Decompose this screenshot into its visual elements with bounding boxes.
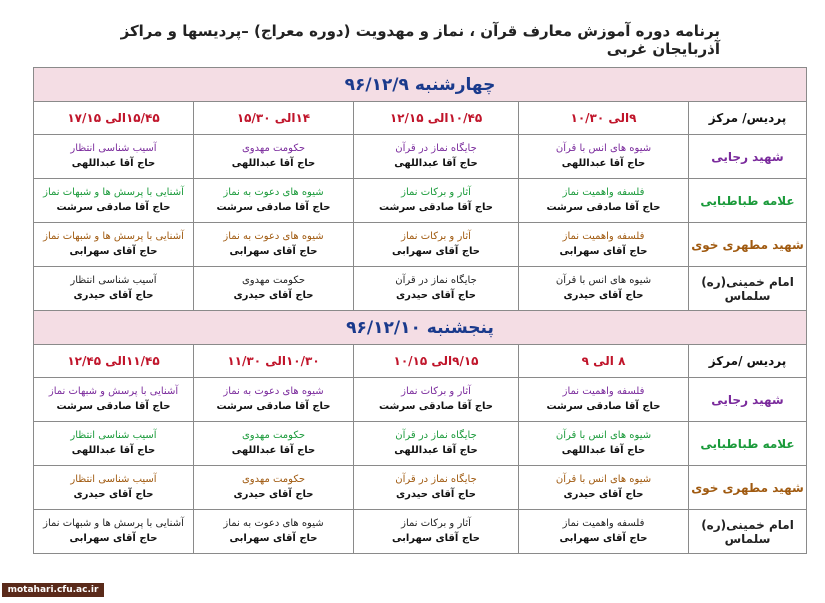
session-cell [34,223,194,267]
session-teacher: حاج آقای حیدری [395,488,476,500]
session-teacher: حاج آقای سهرابی [559,245,648,257]
header-slot: ۱۰/۳۰الی ۱۱/۳۰ [194,345,354,378]
session-cell [194,422,354,466]
session-teacher: حاج آقا صادقی سرشت [56,400,171,412]
session-teacher: حاج آقا صادقی سرشت [216,201,331,213]
session-cell [519,466,689,510]
session-cell [34,135,194,179]
session-cell [194,179,354,223]
session-teacher: حاج آقا عبداللهی [561,157,646,169]
center-name: شهید مطهری خوی [689,466,807,510]
table-row [34,179,807,223]
session-cell [519,422,689,466]
session-topic: فلسفه واهمیت نماز [562,186,645,198]
page-title: برنامه دوره آموزش معارف قرآن ، نماز و مهدویت (دوره معراج) –پردیسها و مراکز آذربایجان غربی [120,22,720,58]
session-topic: آشنایی با پرسش ها و شبهات نماز [43,230,184,242]
session-topic: جایگاه نماز در قرآن [395,473,477,485]
session-teacher: حاج آقای حیدری [233,488,314,500]
session-teacher: حاج آقای حیدری [233,289,314,301]
session-cell [354,378,519,422]
table-row [34,135,807,179]
session-topic: شیوه های انس با قرآن [555,142,652,154]
center-name: امام خمینی(ره) سلماس [689,267,807,311]
session-topic: حکومت مهدوی [241,142,306,154]
session-teacher: حاج آقای حیدری [563,488,644,500]
footer-website: motahari.cfu.ac.ir [2,583,104,597]
day-label: پنجشنبه ۹۶/۱۲/۱۰ [34,311,807,345]
session-cell [354,135,519,179]
session-cell [519,223,689,267]
session-teacher: حاج آقای حیدری [563,289,644,301]
session-cell [34,378,194,422]
session-cell [194,135,354,179]
table-row [34,267,807,311]
session-topic: آشنایی با پرسش ها و شبهات نماز [43,517,184,529]
header-slot: ۱۱/۴۵الی ۱۲/۴۵ [34,345,194,378]
session-teacher: حاج آقای سهرابی [69,532,158,544]
header-slot: ۱۵/۴۵الی ۱۷/۱۵ [34,102,194,135]
session-topic: فلسفه واهمیت نماز [562,517,645,529]
session-topic: آسیب شناسی انتظار [70,274,157,286]
session-topic: فلسفه واهمیت نماز [562,230,645,242]
session-cell [354,466,519,510]
session-teacher: حاج آقای سهرابی [559,532,648,544]
session-topic: آشنایی با پرسش ها و شبهات نماز [43,186,184,198]
center-name: شهید رجایی [689,378,807,422]
session-topic: جایگاه نماز در قرآن [395,142,477,154]
session-teacher: حاج آقا صادقی سرشت [546,400,661,412]
day-row [34,68,807,102]
session-topic: شیوه های دعوت به نماز [223,517,324,529]
session-topic: آثار و برکات نماز [401,517,471,529]
session-topic: آسیب شناسی انتظار [70,142,157,154]
session-teacher: حاج آقا صادقی سرشت [546,201,661,213]
header-slot: ۱۴الی ۱۵/۳۰ [194,102,354,135]
center-name: علامه طباطبایی [689,422,807,466]
day-label: چهارشنبه ۹۶/۱۲/۹ [34,68,807,102]
session-teacher: حاج آقای حیدری [395,289,476,301]
session-teacher: حاج آقای سهرابی [229,532,318,544]
session-topic: حکومت مهدوی [241,429,306,441]
session-cell [519,378,689,422]
session-cell [354,510,519,554]
session-teacher: حاج آقا عبداللهی [71,444,156,456]
session-cell [354,422,519,466]
session-cell [34,179,194,223]
session-cell [519,510,689,554]
center-name: علامه طباطبایی [689,179,807,223]
session-cell [194,378,354,422]
table-row [34,510,807,554]
session-topic: جایگاه نماز در قرآن [395,274,477,286]
session-teacher: حاج آقا عبداللهی [231,444,316,456]
session-teacher: حاج آقا عبداللهی [394,444,478,456]
session-topic: شیوه های دعوت به نماز [223,385,324,397]
table-row [34,422,807,466]
session-teacher: حاج آقا عبداللهی [71,157,156,169]
session-cell [519,267,689,311]
session-teacher: حاج آقای سهرابی [392,245,480,257]
session-teacher: حاج آقا عبداللهی [231,157,316,169]
table-row [34,466,807,510]
header-slot: ۱۰/۴۵الی ۱۲/۱۵ [354,102,519,135]
session-cell [354,267,519,311]
session-teacher: حاج آقای سهرابی [229,245,318,257]
header-row [34,102,807,135]
session-teacher: حاج آقای حیدری [73,488,154,500]
session-teacher: حاج آقا صادقی سرشت [56,201,171,213]
session-topic: جایگاه نماز در قرآن [395,429,477,441]
session-topic: حکومت مهدوی [241,473,306,485]
session-topic: آسیب شناسی انتظار [70,429,157,441]
session-teacher: حاج آقای حیدری [73,289,154,301]
session-cell [519,179,689,223]
session-topic: آسیب شناسی انتظار [70,473,157,485]
center-name: شهید رجایی [689,135,807,179]
header-row [34,345,807,378]
center-name: امام خمینی(ره) سلماس [689,510,807,554]
header-center: پردیس/ مرکز [689,102,807,135]
session-topic: شیوه های انس با قرآن [555,274,652,286]
session-topic: آثار و برکات نماز [401,186,471,198]
session-cell [34,267,194,311]
session-cell [34,422,194,466]
session-teacher: حاج آقا صادقی سرشت [378,201,494,213]
session-cell [194,223,354,267]
session-topic: حکومت مهدوی [241,274,306,286]
session-cell [194,267,354,311]
day-row [34,311,807,345]
header-slot: ۹الی ۱۰/۳۰ [519,102,689,135]
session-teacher: حاج آقای سهرابی [392,532,480,544]
session-topic: شیوه های انس با قرآن [555,429,652,441]
session-topic: شیوه های دعوت به نماز [223,230,324,242]
session-cell [34,510,194,554]
session-cell [354,223,519,267]
session-teacher: حاج آقا صادقی سرشت [216,400,331,412]
center-name: شهید مطهری خوی [689,223,807,267]
session-teacher: حاج آقای سهرابی [69,245,158,257]
session-cell [519,135,689,179]
session-teacher: حاج آقا صادقی سرشت [378,400,494,412]
session-topic: شیوه های انس با قرآن [555,473,652,485]
header-slot: ۹/۱۵الی ۱۰/۱۵ [354,345,519,378]
session-topic: آشنایی با پرسش و شبهات نماز [48,385,179,397]
table-row [34,223,807,267]
session-teacher: حاج آقا عبداللهی [394,157,478,169]
session-cell [354,179,519,223]
session-cell [34,466,194,510]
session-teacher: حاج آقا عبداللهی [561,444,646,456]
session-topic: آثار و برکات نماز [401,230,471,242]
schedule-table [33,67,807,554]
header-slot: ۸ الی ۹ [519,345,689,378]
header-center: پردیس /مرکز [689,345,807,378]
session-topic: آثار و برکات نماز [401,385,471,397]
session-topic: شیوه های دعوت به نماز [223,186,324,198]
session-cell [194,510,354,554]
table-row [34,378,807,422]
session-cell [194,466,354,510]
session-topic: فلسفه واهمیت نماز [562,385,645,397]
